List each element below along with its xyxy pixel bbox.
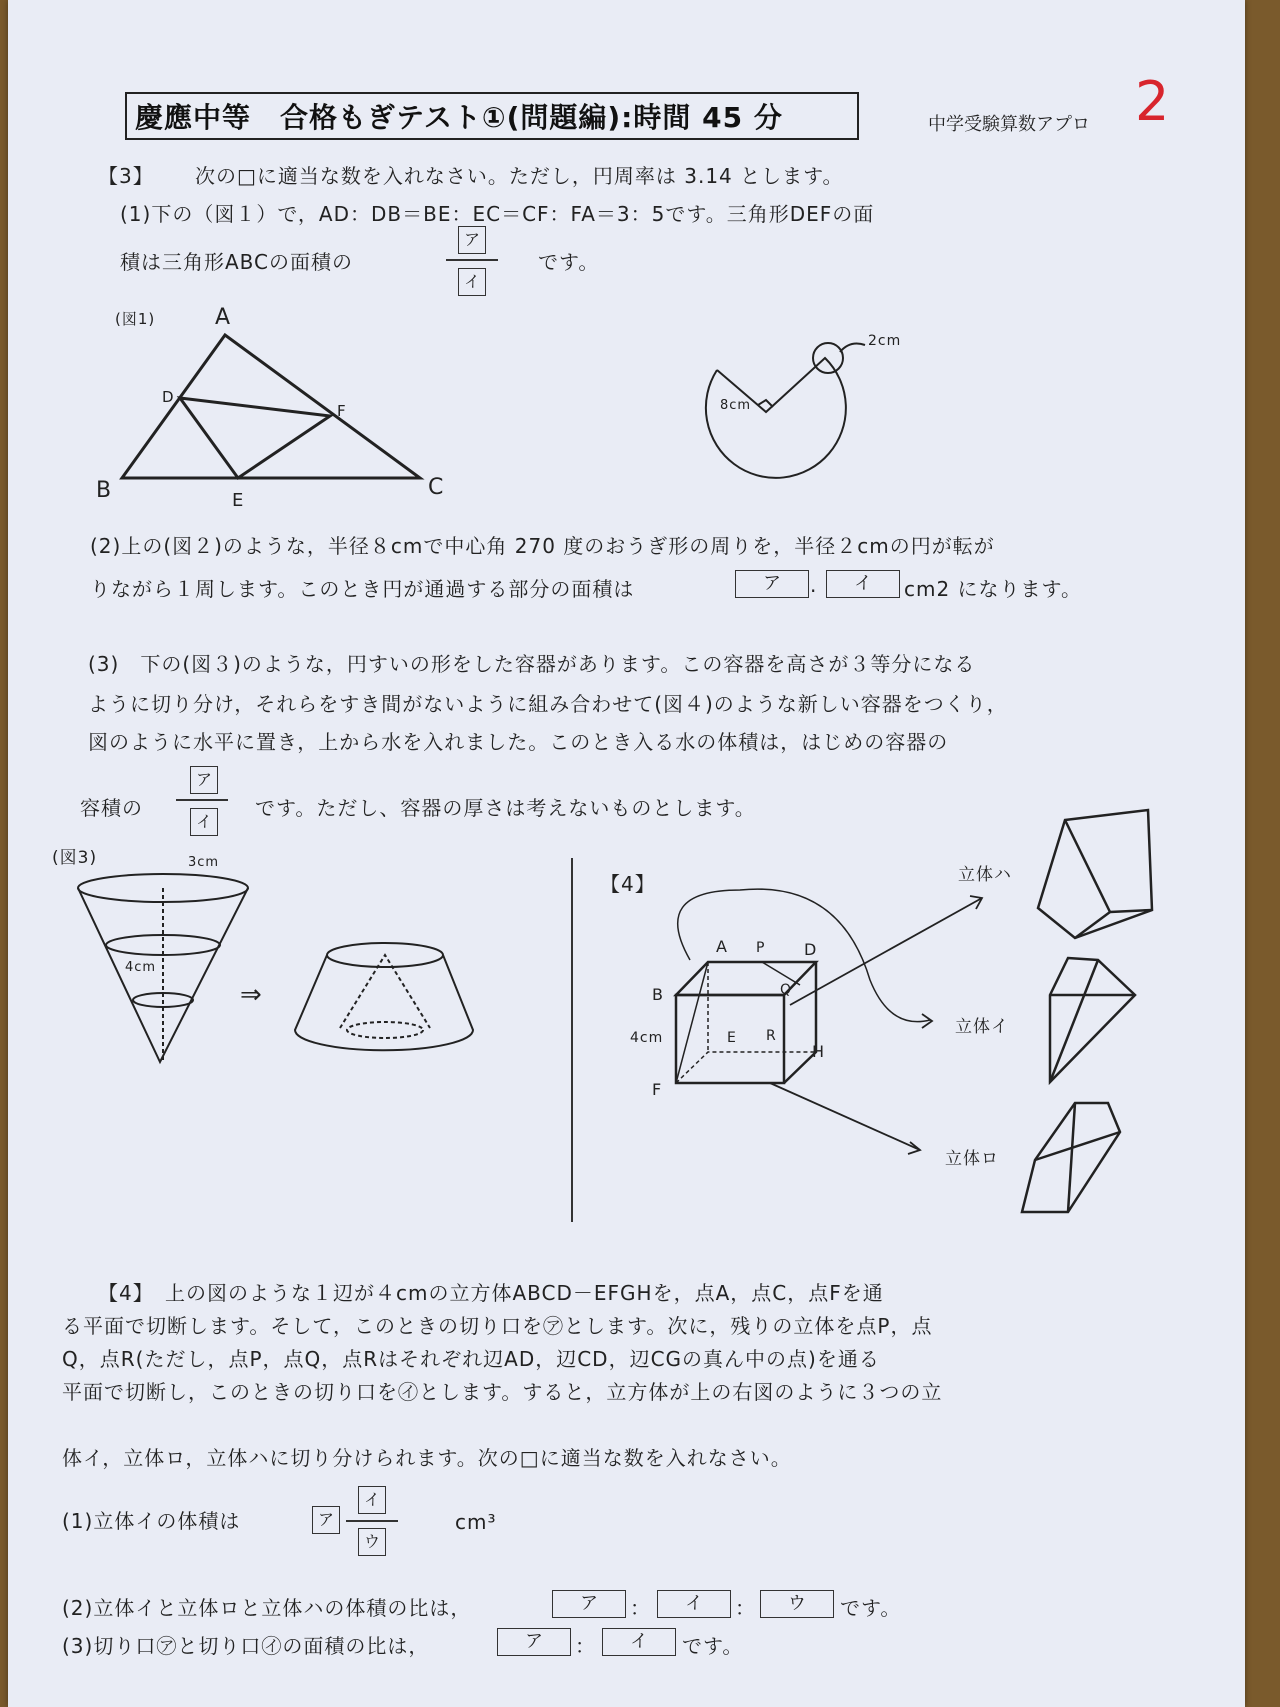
q4-1-text: (1)立体イの体積は — [62, 1509, 241, 1533]
q3-1-line1: (1)下の（図１）で，AD：DB＝BE：EC＝CF：FA＝3：5です。三角形DEFの面 — [120, 202, 875, 226]
fig1-label-a: A — [215, 305, 232, 330]
fig1-label-b: B — [96, 478, 113, 503]
q4-1-numerator-box[interactable]: イ — [358, 1486, 386, 1514]
fraction-bar — [446, 259, 498, 261]
fraction-bar — [346, 1520, 398, 1522]
fig3-caption: (図3) — [52, 848, 98, 868]
fig2-radius-label: 8cm — [720, 398, 752, 413]
fraction-bar — [176, 799, 228, 801]
cube-label-h: H — [812, 1042, 826, 1061]
cube-label-p: P — [756, 940, 766, 956]
q3-2-answer-box-a[interactable]: ア — [735, 570, 809, 598]
q3-3-numerator-box[interactable]: ア — [190, 766, 218, 794]
cube-label-f: F — [652, 1080, 663, 1099]
cube-label-r: R — [766, 1028, 777, 1044]
q3-3-denominator-box[interactable]: イ — [190, 808, 218, 836]
q4-3-answer-box-b[interactable]: イ — [602, 1628, 676, 1656]
section3-instruction: 次の□に適当な数を入れなさい。ただし，円周率は 3.14 とします。 — [195, 164, 844, 188]
solid-ro-label: 立体ロ — [945, 1149, 999, 1169]
section4-line2: る平面で切断します。そして，このときの切り口を㋐とします。次に，残りの立体を点P，点 — [62, 1314, 933, 1338]
q3-2-line2-post: cm2 になります。 — [904, 577, 1082, 601]
section3-heading: 【3】 — [98, 164, 154, 188]
solid-ha-label: 立体ハ — [958, 865, 1012, 885]
q4-2-post: です。 — [840, 1596, 902, 1620]
q3-3-line1: (3) 下の(図３)のような，円すいの形をした容器があります。この容器を高さが３等分になる — [88, 652, 976, 676]
q3-3-line2: ように切り分け，それらをすき間がないように組み合わせて(図４)のような新しい容器をつくり， — [88, 692, 1008, 716]
q3-3-line3: 図のように水平に置き，上から水を入れました。このとき入る水の体積は，はじめの容器の — [88, 730, 949, 754]
q3-1-line2: 積は三角形ABCの面積の — [120, 250, 354, 274]
fig1-label-f: F — [337, 402, 347, 420]
cube-label-e: E — [727, 1030, 737, 1046]
q4-1-denominator-box[interactable]: ウ — [358, 1528, 386, 1556]
q3-2-line2: りながら１周します。このとき円が通過する部分の面積は — [90, 577, 635, 601]
q3-3-line4-post: です。ただし、容器の厚さは考えないものとします。 — [255, 796, 756, 820]
fig4-heading: 【4】 — [600, 872, 656, 896]
section4-line5: 体イ，立体ロ，立体ハに切り分けられます。次の□に適当な数を入れなさい。 — [62, 1446, 792, 1470]
page-number: 2 — [1135, 70, 1170, 133]
q4-2-text: (2)立体イと立体ロと立体ハの体積の比は， — [62, 1596, 472, 1620]
q4-2-answer-box-a[interactable]: ア — [552, 1590, 626, 1618]
cube-label-d: D — [804, 940, 818, 959]
fig3-top-label: 3cm — [188, 855, 220, 870]
publisher-name: 中学受験算数アプロ — [928, 114, 1090, 135]
q4-1-integer-box[interactable]: ア — [312, 1506, 340, 1534]
arrow-icon: ⇒ — [240, 980, 263, 1010]
ratio-colon: ： — [735, 1596, 756, 1620]
q3-3-line4: 容積の — [80, 796, 143, 820]
q4-3-post: です。 — [682, 1634, 744, 1658]
fig1-label-d: D — [162, 388, 175, 406]
q3-1-denominator-box[interactable]: イ — [458, 268, 486, 296]
q4-3-text: (3)切り口㋐と切り口㋑の面積の比は， — [62, 1634, 430, 1658]
q3-2-decimal-point: . — [810, 573, 818, 597]
ratio-colon: ： — [575, 1634, 596, 1658]
q4-2-answer-box-c[interactable]: ウ — [760, 1590, 834, 1618]
cube-label-a: A — [716, 937, 728, 956]
q3-2-answer-box-b[interactable]: イ — [826, 570, 900, 598]
fig2-circle-label: 2cm — [868, 333, 902, 349]
q3-2-line1: (2)上の(図２)のような，半径８cmで中心角 270 度のおうぎ形の周りを，半径２cmの円が転が — [90, 534, 995, 558]
section4-line1: 上の図のような１辺が４cmの立方体ABCD－EFGHを，点A，点C，点Fを通 — [165, 1281, 884, 1305]
page-title: 慶應中等 合格もぎテスト①(問題編):時間 45 分 — [135, 101, 783, 134]
cube-edge-label: 4cm — [630, 1030, 664, 1046]
section4-line4: 平面で切断し，このときの切り口を㋑とします。すると，立方体が上の右図のように３つの立 — [62, 1380, 943, 1404]
ratio-colon: ： — [630, 1596, 651, 1620]
fig1-label-e: E — [232, 490, 245, 511]
section4-line3: Q，点R(ただし，点P，点Q，点Rはそれぞれ辺AD，辺CD，辺CGの真ん中の点)を通る — [62, 1347, 880, 1371]
cube-label-q: Q — [780, 982, 793, 998]
q3-1-numerator-box[interactable]: ア — [458, 226, 486, 254]
fig1-label-c: C — [428, 475, 445, 500]
q4-2-answer-box-b[interactable]: イ — [657, 1590, 731, 1618]
section4-heading: 【4】 — [98, 1281, 154, 1305]
solid-i-label: 立体イ — [955, 1017, 1009, 1037]
q3-1-line2-post: です。 — [538, 250, 600, 274]
fig3-side-label: 4cm — [125, 960, 157, 975]
q4-1-unit: cm³ — [455, 1510, 497, 1534]
q4-3-answer-box-a[interactable]: ア — [497, 1628, 571, 1656]
cube-label-b: B — [652, 985, 664, 1004]
fig1-caption: (図1) — [115, 310, 156, 328]
